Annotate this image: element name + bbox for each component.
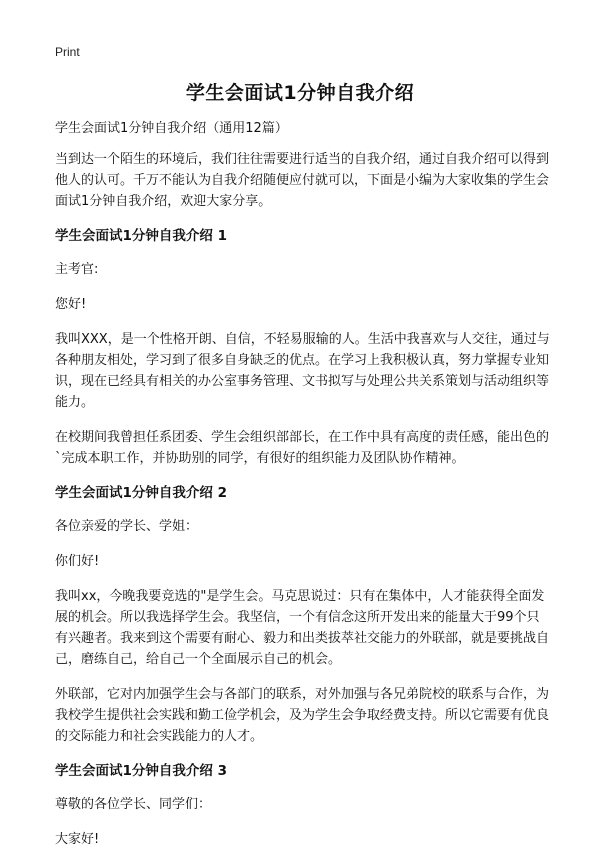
section-2-paragraph: 你们好! [55, 554, 100, 569]
section-3-paragraph: 尊敬的各位学长、同学们： [55, 797, 212, 812]
section-2-paragraph: 外联部，它对内加强学生会与各部门的联系，对外加强与各兄弟院校的联系与合作，为我校学生提供社会实践和勤工俭学机会，及为学生会争取经费支持。所以它需要有优良的交际能力和社会实践能力的人才。 [55, 687, 550, 744]
section-2-paragraph: 各位亲爱的学长、学姐： [55, 519, 199, 534]
section-heading-3: 学生会面试1分钟自我介绍 3 [55, 763, 227, 779]
section-2-paragraph: 我叫xx，今晚我要竞选的"是学生会。马克思说过：只有在集体中，人才能获得全面发展的机会。所以我选择学生会。我坚信，一个有信念这所开发出来的能量大于99个只有兴趣者。我来到这个需要有耐心、毅力和出类拔萃社交能力的外联部，就是要挑战自己，磨练自己，给自己一个全面展示自己的机会。 [55, 589, 550, 667]
section-1-paragraph: 我叫XXX，是一个性格开朗、自信，不轻易服输的人。生活中我喜欢与人交往，通过与各种朋友相处，学习到了很多自身缺乏的优点。在学习上我积极认真，努力掌握专业知识，现在已经具有相关的办公室事务管理、文书拟写与处理公共关系策划与活动组织等能力。 [55, 332, 550, 410]
section-heading-2: 学生会面试1分钟自我介绍 2 [55, 485, 227, 501]
article-body [55, 118, 550, 864]
section-3-paragraph: 大家好! [55, 832, 100, 847]
intro-paragraph: 当到达一个陌生的环境后，我们往往需要进行适当的自我介绍，通过自我介绍可以得到他人的认可。千万不能认为自我介绍随便应付就可以，下面是小编为大家收集的学生会面试1分钟自我介绍，欢迎大家分享。 [55, 152, 550, 209]
section-1-paragraph: 您好! [55, 297, 87, 312]
page-title: 学生会面试1分钟自我介绍 [185, 82, 415, 104]
section-heading-1: 学生会面试1分钟自我介绍 1 [55, 228, 227, 244]
print-link[interactable]: Print [55, 45, 80, 59]
section-1-paragraph: 在校期间我曾担任系团委、学生会组织部部长，在工作中具有高度的责任感，能出色的`完成本职工作，并协助别的同学，有很好的组织能力及团队协作精神。 [55, 430, 550, 466]
article-subtitle: 学生会面试1分钟自我介绍（通用12篇） [55, 121, 288, 136]
section-1-paragraph: 主考官: [55, 262, 99, 277]
